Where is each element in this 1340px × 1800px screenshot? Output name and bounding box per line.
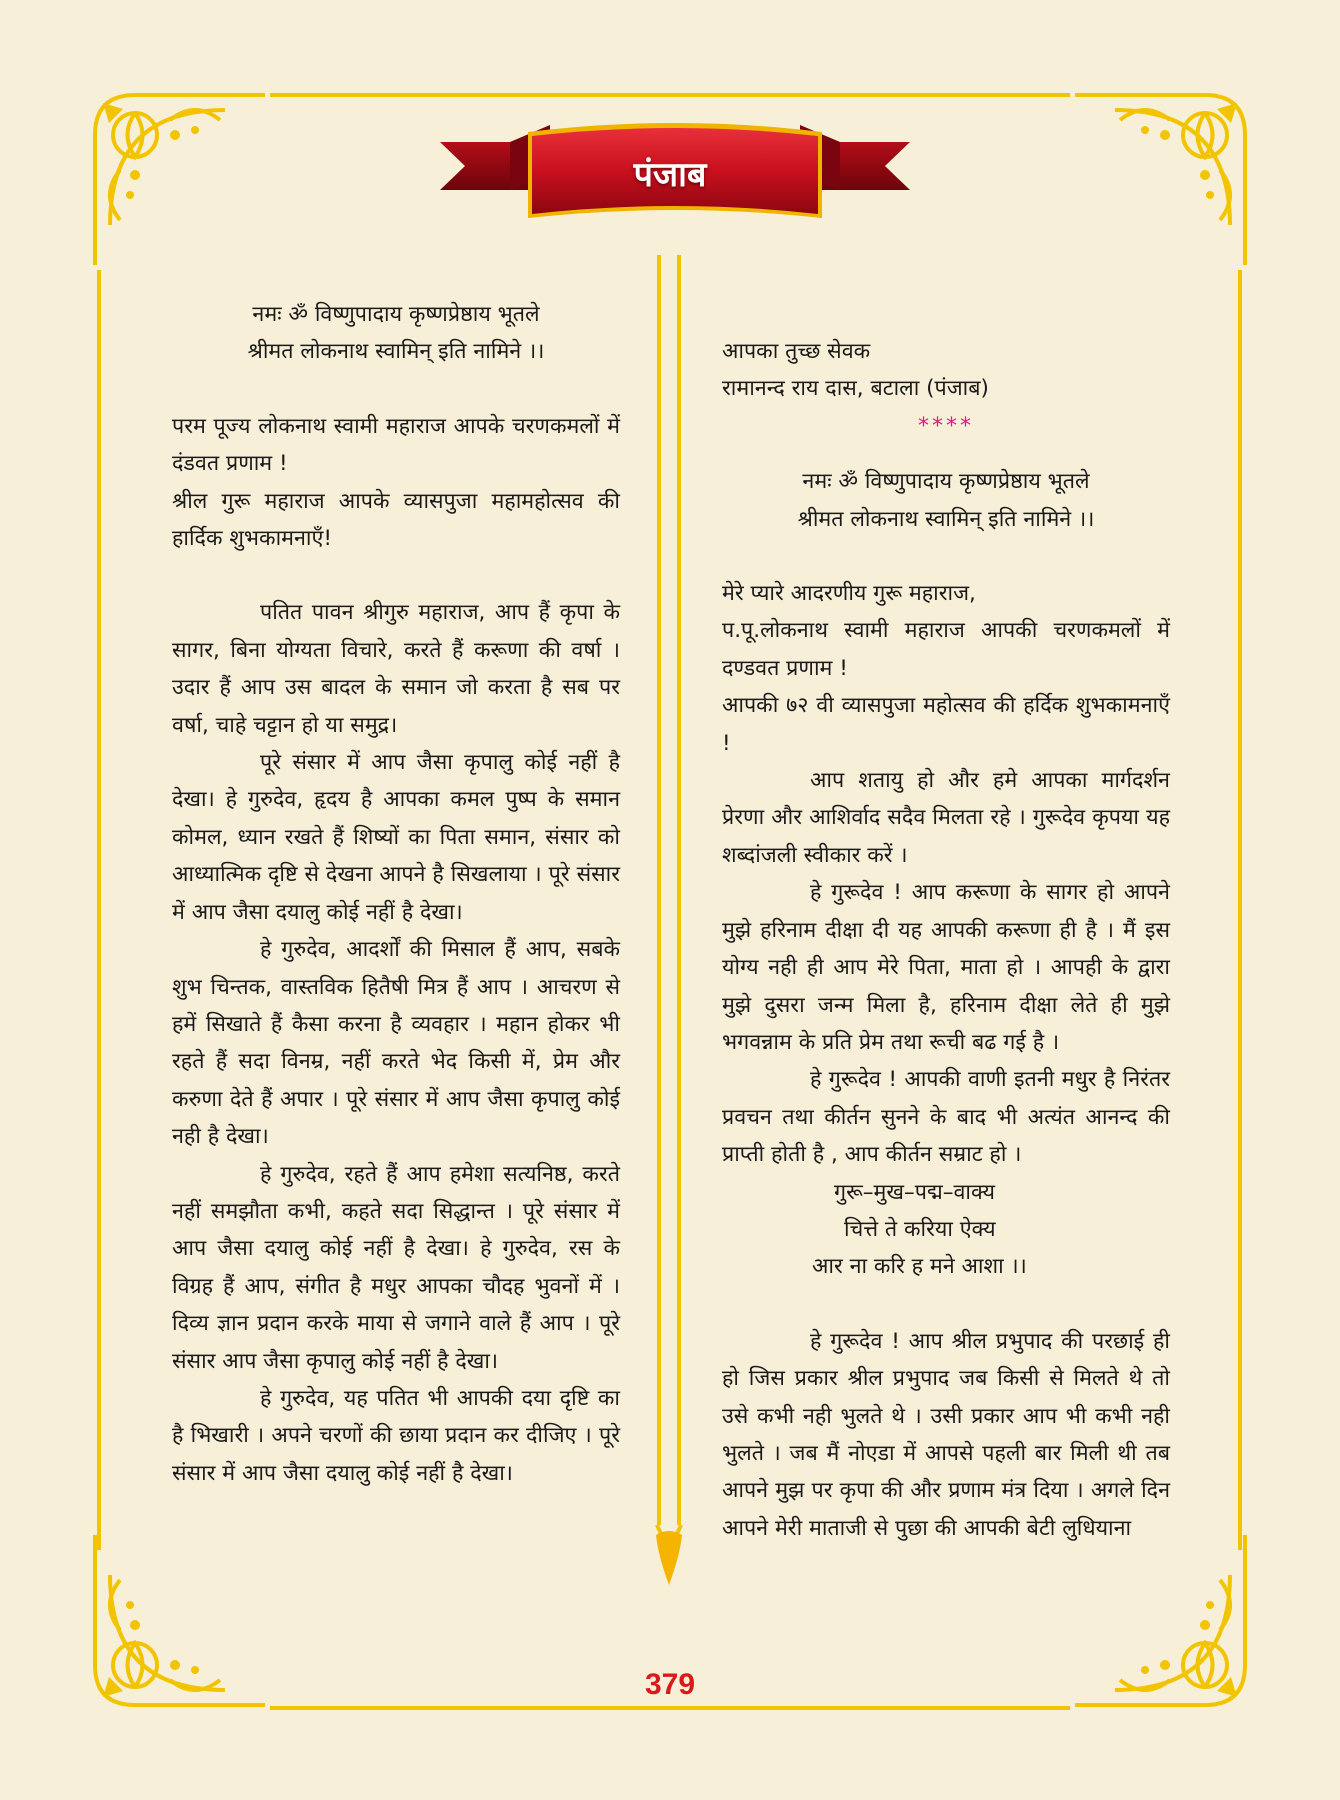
left-paragraph: हे गुरुदेव, आदर्शों की मिसाल हैं आप, सबके शुभ चिन्तक, वास्तविक हितैषी मित्र हैं आप । आचरण से हमें सिखाते हैं कैसा करना है व्यवहार । महान होकर भी रहते हैं सदा विनम्र, नहीं करते भेद किसी में, प्रेम और करुणा देते हैं अपार । पूरे संसार में आप जैसा कृपालु कोई नही है देखा। xyxy=(172,937,621,1150)
right-invocation-line-1: नमः ॐ विष्णुपादाय कृष्णप्रेष्ठाय भूतले xyxy=(802,469,1090,495)
separator-stars: **** xyxy=(918,413,974,439)
left-paragraph: पूरे संसार में आप जैसा कृपालु कोई नहीं है देखा। हे गुरुदेव, हृदय है आपका कमल पुष्प के समान कोमल, ध्यान रखते हैं शिष्यों का पिता समान, संसार को आध्यात्मिक दृष्टि से देखना आपने है सिखलाया । पूरे संसार में आप जैसा दयालु कोई नहीं है देखा। xyxy=(172,750,620,925)
left-paragraph: पतित पावन श्रीगुरु महाराज, आप हैं कृपा के सागर, बिना योग्यता विचारे, करते हैं करूणा की वर्षा । उदार हैं आप उस बादल के समान जो करता है सब पर वर्षा, चाहे चट्टान हो या समुद्र। xyxy=(172,600,620,738)
left-invocation-line-2: श्रीमत लोकनाथ स्वामिन् इति नामिने ।। xyxy=(247,339,545,365)
frame-bottom-line xyxy=(270,1706,1070,1710)
verse-line-2: चित्ते ते करिया ऐक्य xyxy=(844,1216,996,1242)
right-wish: आपकी ७२ वी व्यासपुजा महोत्सव की हर्दिक शुभकामनाएँ ! xyxy=(722,693,1170,756)
frame-top-line xyxy=(270,93,1070,97)
frame-right-line xyxy=(1238,270,1242,1550)
section-title: पंजाब xyxy=(633,155,707,195)
verse-line-1: गुरू–मुख–पद्म–वाक्य xyxy=(834,1179,995,1205)
left-greeting: परम पूज्य लोकनाथ स्वामी महाराज आपके चरणकमलों में दंडवत प्रणाम ! xyxy=(172,413,620,477)
right-paragraph: हे गुरूदेव ! आप करूणा के सागर हो आपने मुझे हरिनाम दीक्षा दी यह आपकी करूणा ही है । मैं इस योग्य नही ही आप मेरे पिता, माता हो । आपही के द्वारा मुझे दुसरा जन्म मिला है, हरिनाम दीक्षा लेते ही मुझे भगवन्नाम के प्रति प्रेम तथा रूची बढ गई है । xyxy=(722,880,1170,1055)
left-column xyxy=(172,296,620,1492)
left-wish: श्रील गुरू महाराज आपके व्यासपुजा महामहोत्सव की हार्दिक शुभकामनाएँ! xyxy=(172,488,620,552)
right-invocation-line-2: श्रीमत लोकनाथ स्वामिन् इति नामिने ।। xyxy=(797,506,1095,532)
column-divider xyxy=(652,255,686,1585)
right-salutation: मेरे प्यारे आदरणीय गुरू महाराज, xyxy=(722,581,976,607)
left-paragraph: हे गुरुदेव, रहते हैं आप हमेशा सत्यनिष्ठ, करते नहीं समझौता कभी, कहते सदा सिद्धान्त । पूरे संसार में आप जैसा दयालु कोई नहीं है देखा। हे गुरुदेव, रस के विग्रह हैं आप, संगीत है मधुर आपका चौदह भुवनों में । दिव्य ज्ञान प्रदान करके माया से जगाने वाले हैं आप । पूरे संसार आप जैसा कृपालु कोई नहीं है देखा। xyxy=(172,1161,620,1374)
page-number: 379 xyxy=(644,1668,696,1701)
right-closing-paragraph: हे गुरूदेव ! आप श्रील प्रभुपाद की परछाई ही हो जिस प्रकार श्रील प्रभुपाद जब किसी से मिलते थे तो उसे कभी नही भुलते थे । उसी प्रकार आप भी कभी नही भुलते । जब मैं नोएडा में आपसे पहली बार मिली थी तब आपने मुझ पर कृपा की और प्रणाम मंत्र दिया । अगले दिन आपने मेरी माताजी से पुछा की आपकी बेटी लुधियाना xyxy=(722,1328,1170,1541)
right-paragraph: आप शतायु हो और हमे आपका मार्गदर्शन प्रेरणा और आशिर्वाद सदैव मिलता रहे । गुरूदेव कृपया यह शब्दांजली स्वीकार करें । xyxy=(722,768,1170,868)
verse-line-3: आर ना करि ह मने आशा ।। xyxy=(812,1254,1027,1280)
signoff-line-1: आपका तुच्छ सेवक xyxy=(722,339,871,364)
left-paragraph: हे गुरुदेव, यह पतित भी आपकी दया दृष्टि का है भिखारी । अपने चरणों की छाया प्रदान कर दीजिए । पूरे संसार में आप जैसा दयालु कोई नहीं है देखा। xyxy=(172,1385,620,1486)
signoff-author: रामानन्द राय दास, बटाला (पंजाब) xyxy=(722,376,989,402)
right-column xyxy=(722,333,1170,1547)
right-greeting: प.पू.लोकनाथ स्वामी महाराज आपकी चरणकमलों में दण्डवत प्रणाम ! xyxy=(722,618,1170,681)
right-paragraph: हे गुरूदेव ! आपकी वाणी इतनी मधुर है निरंतर प्रवचन तथा कीर्तन सुनने के बाद भी अत्यंत आनन्द की प्राप्ती होती है , आप कीर्तन सम्राट हो । xyxy=(722,1067,1170,1168)
left-invocation-line-1: नमः ॐ विष्णुपादाय कृष्णप्रेष्ठाय भूतले xyxy=(252,302,540,327)
frame-left-line xyxy=(97,270,101,1550)
